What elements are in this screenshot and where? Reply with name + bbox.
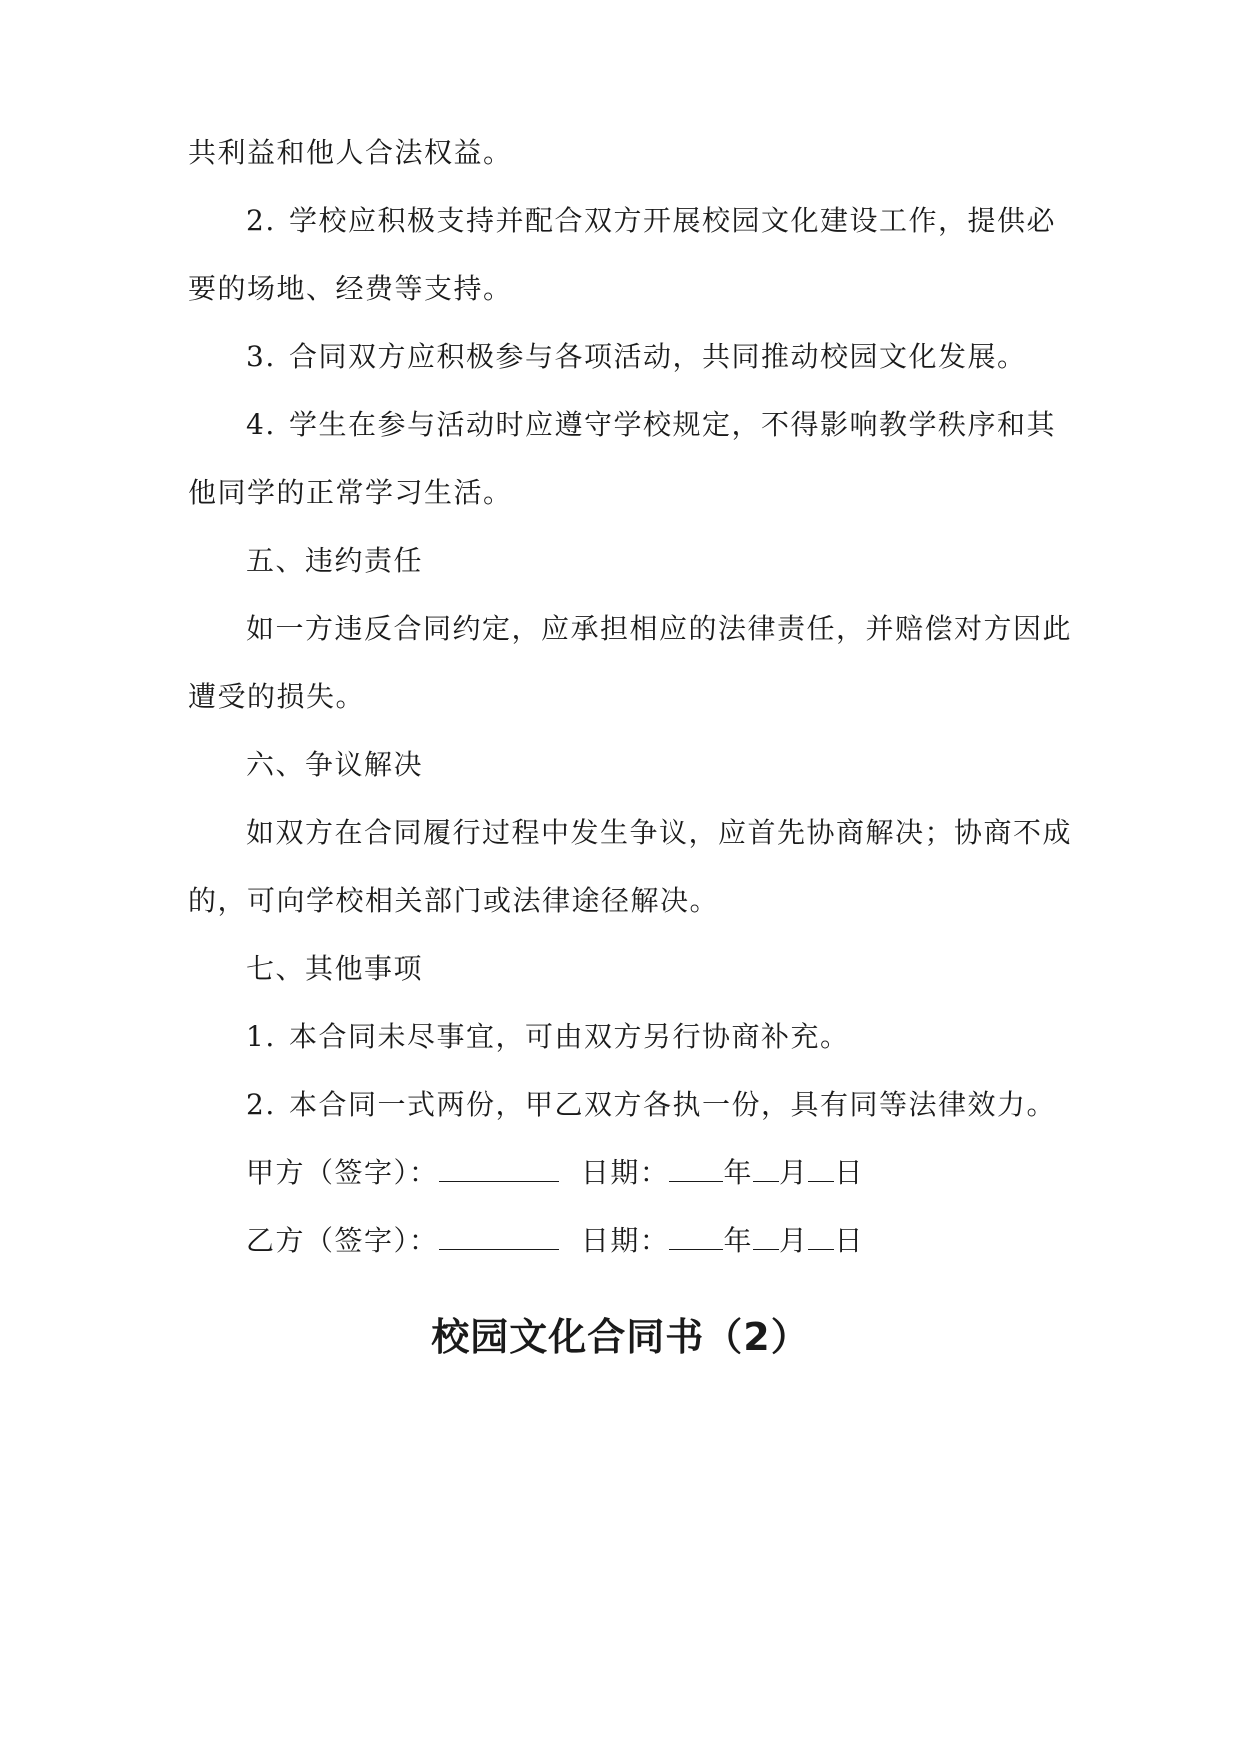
paragraph-line xyxy=(246,609,1072,649)
section-heading xyxy=(246,541,423,581)
signature-blank xyxy=(439,1221,559,1250)
date-label: 日期： xyxy=(580,1224,670,1257)
paragraph-line xyxy=(188,881,719,921)
section-heading xyxy=(246,745,423,785)
year-label: 年 xyxy=(723,1224,753,1257)
month-label: 月 xyxy=(778,1156,809,1189)
list-item xyxy=(246,201,1056,241)
paragraph-line xyxy=(188,269,513,309)
line-text: 遭受的损失。 xyxy=(188,680,366,713)
month-blank xyxy=(753,1221,779,1250)
line-text: 如一方违反合同约定，应承担相应的法律责任，并赔偿对方因此 xyxy=(246,612,1073,645)
line-text: 学校应积极支持并配合双方开展校园文化建设工作，提供必 xyxy=(289,204,1057,237)
line-text: 共利益和他人合法权益。 xyxy=(188,136,513,169)
item-number: 4. xyxy=(246,408,276,441)
line-text: 他同学的正常学习生活。 xyxy=(188,476,513,509)
paragraph-line xyxy=(246,813,1072,853)
line-text: 七、其他事项 xyxy=(246,952,424,985)
year-blank xyxy=(669,1221,723,1250)
day-blank xyxy=(808,1221,834,1250)
day-blank xyxy=(808,1153,834,1182)
line-text: 本合同一式两份，甲乙双方各执一份，具有同等法律效力。 xyxy=(289,1088,1057,1121)
year-label: 年 xyxy=(723,1156,753,1189)
section-heading xyxy=(246,949,423,989)
day-label: 日 xyxy=(834,1224,864,1257)
item-number: 3. xyxy=(246,340,276,373)
day-label: 日 xyxy=(834,1156,864,1189)
line-text: 六、争议解决 xyxy=(246,748,424,781)
list-item xyxy=(246,1017,850,1057)
line-text: 如双方在合同履行过程中发生争议，应首先协商解决；协商不成 xyxy=(246,816,1073,849)
list-item xyxy=(246,337,1027,377)
item-number: 2. xyxy=(246,204,276,237)
line-text: 学生在参与活动时应遵守学校规定，不得影响教学秩序和其 xyxy=(289,408,1057,441)
item-number: 1. xyxy=(246,1020,276,1053)
line-text: 合同双方应积极参与各项活动，共同推动校园文化发展。 xyxy=(289,340,1027,373)
month-blank xyxy=(753,1153,779,1182)
party-label: 乙方（签字）： xyxy=(246,1224,439,1257)
item-number: 2. xyxy=(246,1088,276,1121)
line-text: 要的场地、经费等支持。 xyxy=(188,272,513,305)
list-item xyxy=(246,1085,1056,1125)
paragraph-line xyxy=(188,473,513,513)
date-label: 日期： xyxy=(580,1156,670,1189)
document-title: 校园文化合同书（2） xyxy=(431,1315,810,1359)
signature-line-party-a xyxy=(246,1153,864,1193)
signature-line-party-b xyxy=(246,1221,864,1261)
paragraph-line xyxy=(188,677,365,717)
paragraph-line xyxy=(188,133,513,173)
signature-blank xyxy=(439,1153,559,1182)
month-label: 月 xyxy=(778,1224,809,1257)
list-item xyxy=(246,405,1056,445)
party-label: 甲方（签字）： xyxy=(246,1156,439,1189)
year-blank xyxy=(669,1153,723,1182)
line-text: 的，可向学校相关部门或法律途径解决。 xyxy=(188,884,720,917)
line-text: 本合同未尽事宜，可由双方另行协商补充。 xyxy=(289,1020,850,1053)
line-text: 五、违约责任 xyxy=(246,544,424,577)
